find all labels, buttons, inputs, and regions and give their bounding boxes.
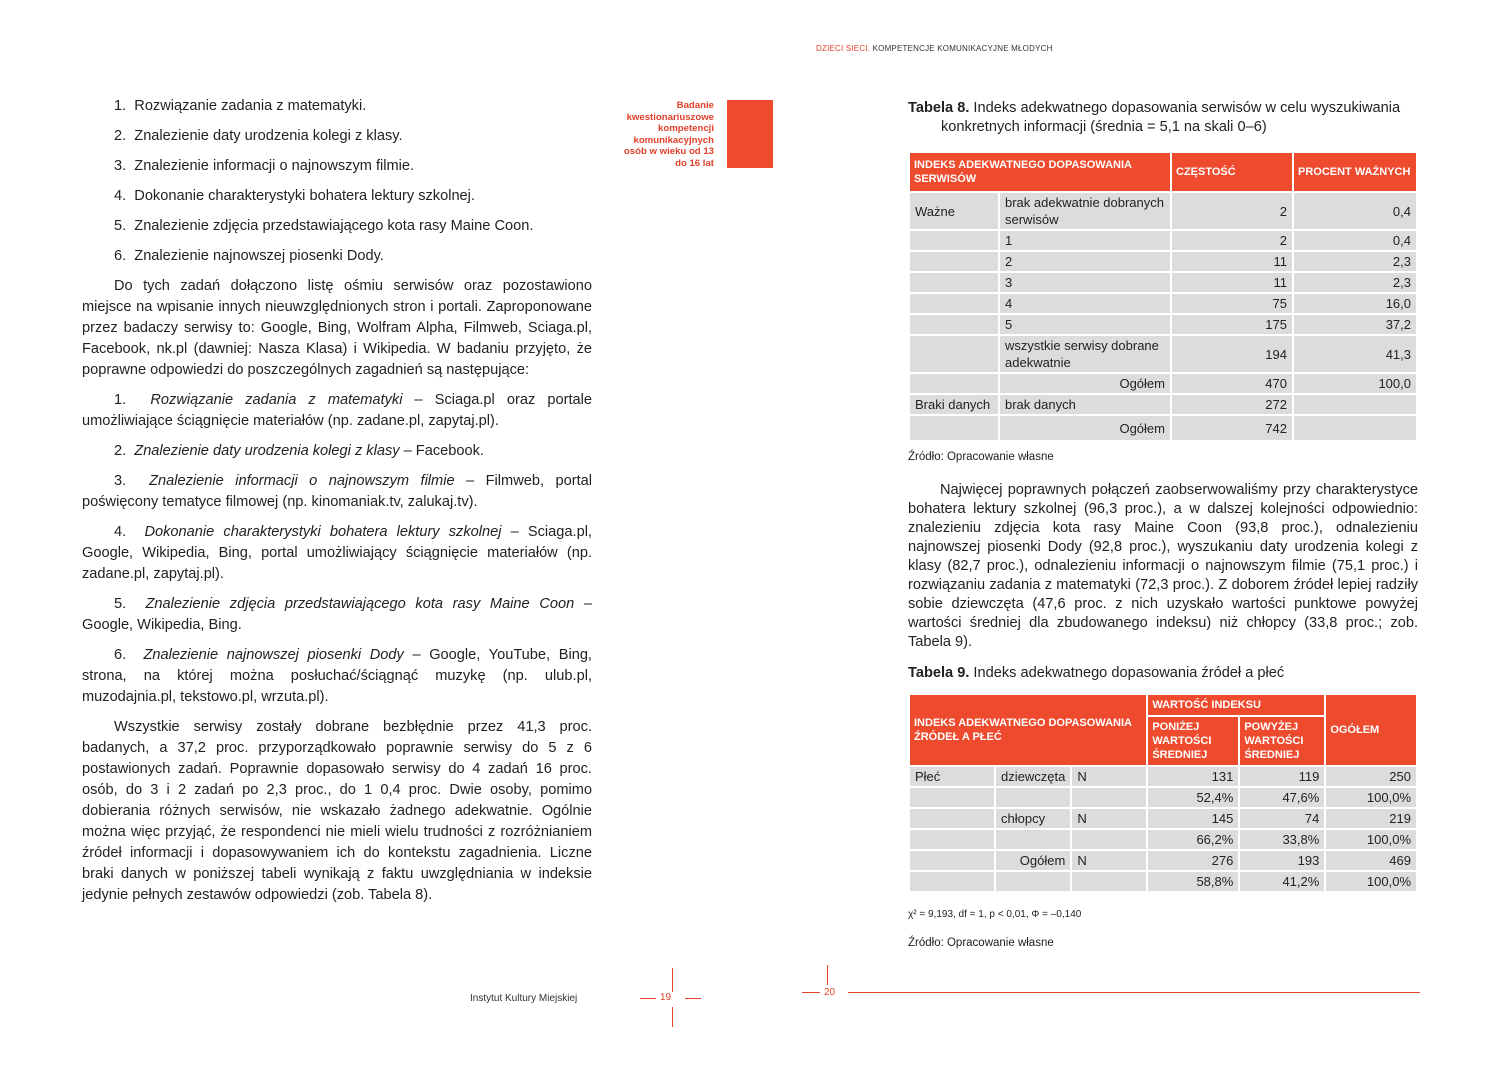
table-row: 58,8% 41,2% 100,0%: [910, 872, 1416, 891]
table-header: WARTOŚĆ INDEKSU: [1148, 695, 1324, 715]
table8-source: Źródło: Opracowanie własne: [908, 451, 1054, 463]
answer-item: 6. Znalezienie najnowszej piosenki Dody – Google, YouTube, Bing, strona, na której można posłuchać/ściągnąć muzykę (np. ulub.pl, muzodajnia.pl, tekstowo.pl, wrzuta.pl).: [82, 647, 592, 705]
list-item: 2. Znalezienie daty urodzenia kolegi z klasy.: [114, 128, 403, 144]
table-row: wszystkie serwisy dobrane adekwatnie 194 41,3: [910, 336, 1416, 372]
footer-tick: [802, 992, 820, 993]
table-row: chłopcy N 145 74 219: [910, 809, 1416, 828]
table9-caption: Tabela 9. Indeks adekwatnego dopasowania źródeł a płeć: [908, 665, 1285, 681]
table-row: 52,4% 47,6% 100,0%: [910, 788, 1416, 807]
table9-source: Źródło: Opracowanie własne: [908, 937, 1054, 949]
summary-paragraph: Wszystkie serwisy zostały dobrane bezbłędnie przez 41,3 proc. badanych, a 37,2 proc. przyporządkowało poprawnie serwisy do 5 z 6 postawionych zadań. Poprawnie dopasowało serwisy do 4 zadań 16 proc. osób, do 3 i 2 zadań po 2,3 proc., do 1 0,4 proc. Dwie osoby, pomimo dobierania różnych serwisów, nie wskazało żadnego adekwatnie. Ogólnie można więc przyjąć, że respondenci nie mieli wielu trudności z rozróżnianiem źródeł informacji i dopasowywaniem ich do kontekstu zagadnienia. Liczne braki danych w poniższej tabeli wynikają z faktu uwzględniania w indeksie jedynie pełnych zestawów odpowiedzi (zob. Tabela 8).: [82, 719, 592, 903]
table-header: POWYŻEJ WARTOŚCI ŚREDNIEJ: [1240, 717, 1324, 765]
right-page: [750, 0, 1500, 1068]
table-row: 4 75 16,0: [910, 294, 1416, 313]
right-column: [908, 99, 1418, 953]
intro-paragraph: Do tych zadań dołączono listę ośmiu serwisów oraz pozostawiono miejsce na wpisanie innych nieuwzględnionych stron i portali. Zaproponowane przez badaczy serwisy to: Google, Bing, Wolfram Alpha, Filmweb, Sciaga.pl, Facebook, nk.pl (dawniej: Nasza Klasa) i Wikipedia. W badaniu przyjęto, że poprawne odpowiedzi do poszczególnych zagadnień są następujące:: [82, 278, 592, 378]
page-number: 20: [824, 987, 836, 998]
table-row: 1 2 0,4: [910, 231, 1416, 250]
list-item: 3. Znalezienie informacji o najnowszym filmie.: [114, 158, 415, 174]
table-row: 2 11 2,3: [910, 252, 1416, 271]
footer-publisher: Instytut Kultury Miejskiej: [470, 993, 578, 1004]
table8-caption: Tabela 8. Indeks adekwatnego dopasowania serwisów w celu wyszukiwania konkretnych informacji (średnia = 5,1 na skali 0–6): [908, 100, 1401, 135]
answer-item: 4. Dokonanie charakterystyki bohatera lektury szkolnej – Sciaga.pl, Google, Wikipedia, Bing, portal umożliwiający ściągnięcie materiałów (np. zadane.pl, zapytaj.pl).: [82, 524, 592, 582]
table8: [908, 151, 1418, 442]
table-header: INDEKS ADEKWATNEGO DOPASOWANIA ŹRÓDEŁ A PŁEĆ: [910, 695, 1146, 765]
running-header-series: DZIECI SIECI.: [816, 44, 871, 53]
table-header: INDEKS ADEKWATNEGO DOPASOWANIA SERWISÓW: [910, 153, 1170, 191]
body-paragraph: Najwięcej poprawnych połączeń zaobserwowaliśmy przy charakterystyce bohatera lektury szkolnej (96,3 proc.), a w dalszej kolejności odpowiednio: znalezieniu zdjęcia kota rasy Maine Coon (93,8 proc.), odnalezieniu najnowszej piosenki Dody (92,8 proc.), wyszukaniu daty urodzenia kolegi z klasy (82,7 proc.), odnalezieniu informacji o najnowszym filmie (75,1 proc.) i rozwiązaniu zadania z matematyki (72,3 proc.). Z doborem źródeł lepiej radziły sobie dziewczęta (47,6 proc. z nich uzyskało wartości punktowe powyżej wartości średniej dla zbudowanego indeksu) niż chłopcy (33,8 proc.; zob. Tabela 9).: [908, 482, 1418, 650]
table-header: OGÓŁEM: [1326, 695, 1416, 765]
table-row: Płeć dziewczęta N 131 119 250: [910, 767, 1416, 786]
table-row: 66,2% 33,8% 100,0%: [910, 830, 1416, 849]
footer-tick: [685, 998, 701, 999]
left-column: [82, 96, 592, 906]
footer-tick: [672, 968, 673, 992]
list-item: 1. Rozwiązanie zadania z matematyki.: [114, 98, 367, 114]
task-list: [82, 96, 592, 267]
answer-item: 3. Znalezienie informacji o najnowszym filmie – Filmweb, portal poświęcony tematyce filmowej (np. kinomaniak.tv, zalukaj.tv).: [82, 473, 593, 510]
page-number: 19: [660, 992, 672, 1003]
list-item: 4. Dokonanie charakterystyki bohatera lektury szkolnej.: [114, 188, 475, 204]
footer-rule: [848, 992, 1420, 993]
running-header: [816, 44, 1053, 53]
footer-tick: [827, 965, 828, 985]
answer-item: 1. Rozwiązanie zadania z matematyki – Sciaga.pl oraz portale umożliwiające ściągnięcie materiałów (np. zadane.pl, zapytaj.pl).: [82, 392, 592, 429]
running-header-title: KOMPETENCJE KOMUNIKACYJNE MŁODYCH: [872, 44, 1053, 53]
footer-tick: [640, 998, 656, 999]
table9: [908, 693, 1418, 893]
list-item: 6. Znalezienie najnowszej piosenki Dody.: [114, 248, 384, 264]
table-row: 3 11 2,3: [910, 273, 1416, 292]
table-row: Ważne brak adekwatnie dobranych serwisów 2 0,4: [910, 193, 1416, 229]
list-item: 5. Znalezienie zdjęcia przedstawiającego kota rasy Maine Coon.: [114, 218, 534, 234]
side-note: Badanie kwestionariuszowe kompetencji komunikacyjnych osób w wieku od 13 do 16 lat: [623, 100, 714, 169]
table-row: Ogółem 742: [910, 416, 1416, 440]
table-row: 5 175 37,2: [910, 315, 1416, 334]
footer-tick: [672, 1007, 673, 1027]
table-header: CZĘSTOŚĆ: [1172, 153, 1292, 191]
table-row: Braki danych brak danych 272: [910, 395, 1416, 414]
table9-statistic: χ² = 9,193, df = 1, p < 0,01, Φ = –0,140: [908, 909, 1082, 920]
table-row: Ogółem N 276 193 469: [910, 851, 1416, 870]
table-row: Ogółem 470 100,0: [910, 374, 1416, 393]
answer-item: 2. Znalezienie daty urodzenia kolegi z klasy – Facebook.: [114, 443, 484, 459]
answer-item: 5. Znalezienie zdjęcia przedstawiającego kota rasy Maine Coon – Google, Wikipedia, Bing.: [82, 596, 592, 633]
table-header: PROCENT WAŻNYCH: [1294, 153, 1416, 191]
table-header: PONIŻEJ WARTOŚCI ŚREDNIEJ: [1148, 717, 1238, 765]
